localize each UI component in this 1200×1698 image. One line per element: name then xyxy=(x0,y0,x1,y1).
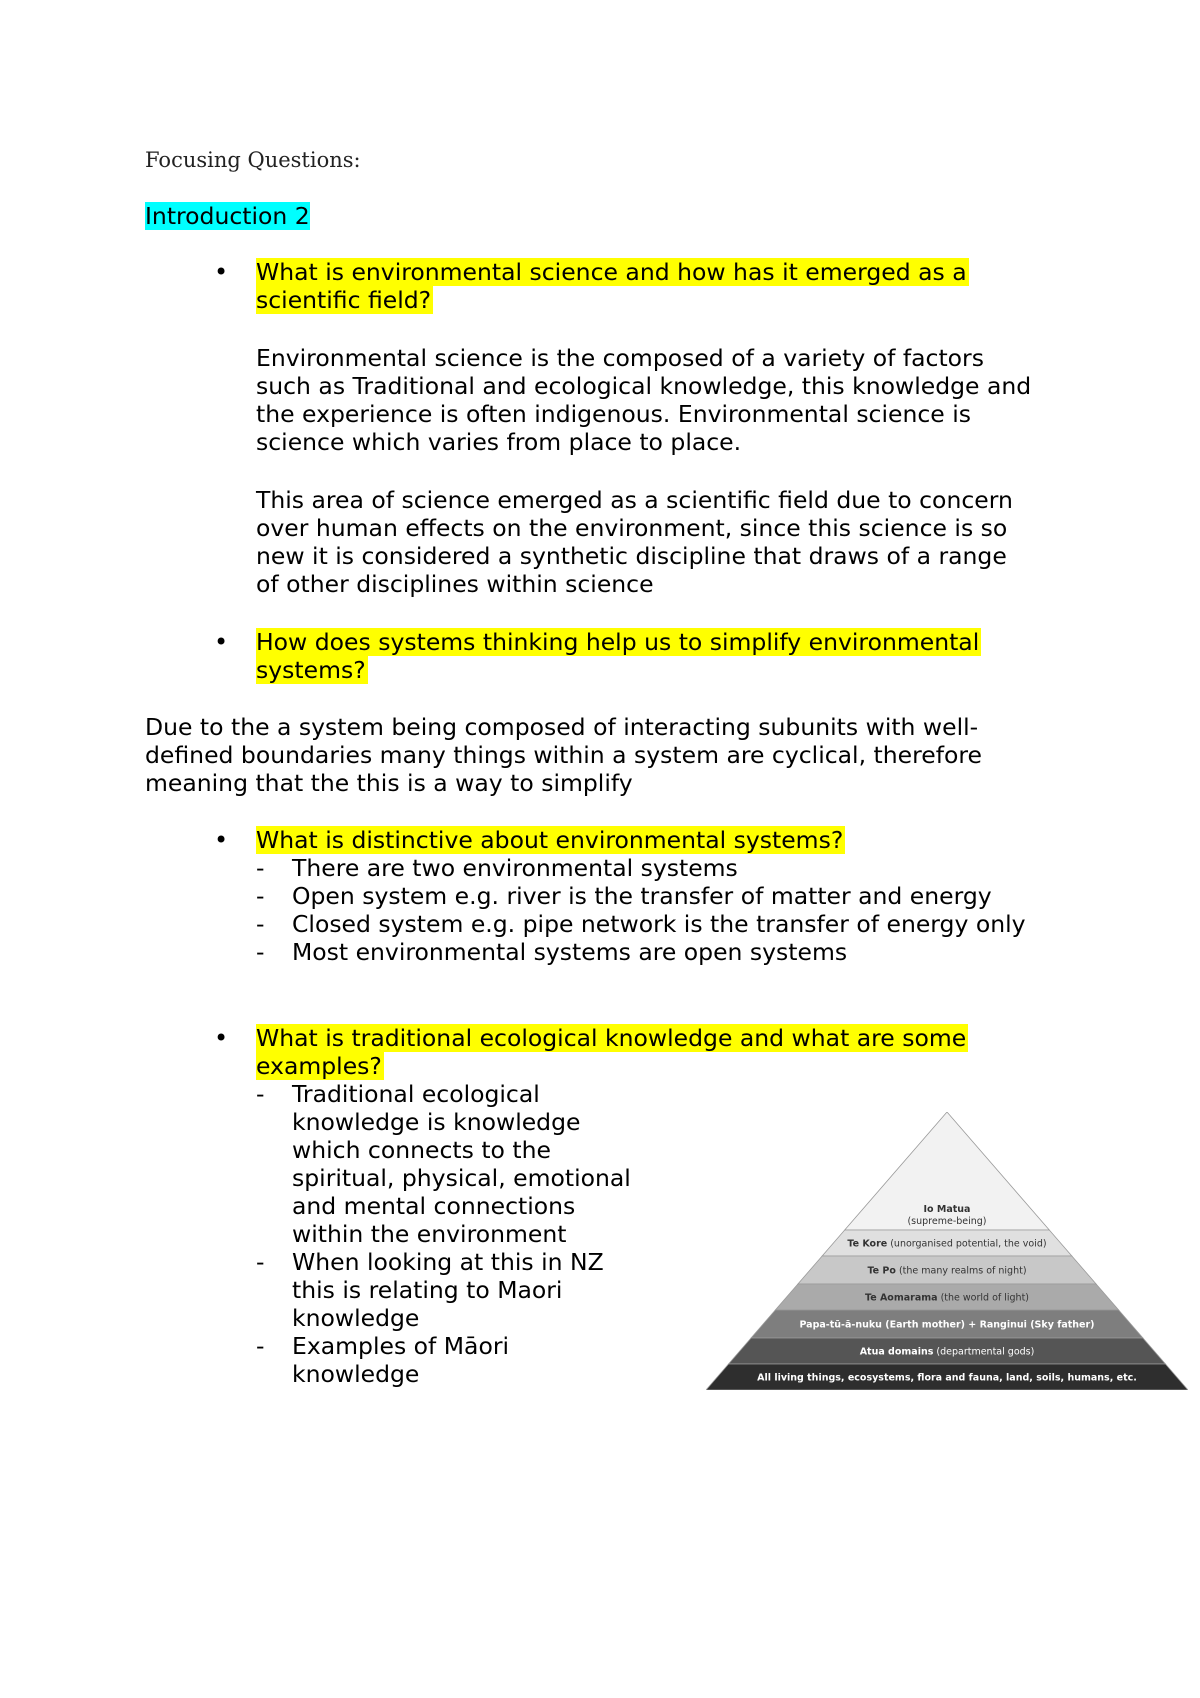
list-item: - Closed system e.g. pipe network is the transfer of energy only xyxy=(256,910,1026,938)
question-2-line-2: systems? xyxy=(256,656,366,684)
question-1-line-2: scientific field? xyxy=(256,286,432,314)
answer-1-paragraph-2 xyxy=(256,486,1076,598)
pyramid-level-label: Te Kore (unorganised potential, the void) xyxy=(847,1238,1047,1250)
answer-1-paragraph-1 xyxy=(256,344,1076,456)
pyramid-level-label: Te Aomarama (the world of light) xyxy=(864,1292,1030,1304)
pyramid-level-label: Te Po (the many realms of night) xyxy=(867,1265,1027,1277)
paragraph-line: Due to the a system being composed of interacting subunits with well- xyxy=(145,713,979,741)
paragraph-line: new it is considered a synthetic discipline that draws of a range xyxy=(256,542,1007,570)
list-item: - There are two environmental systems xyxy=(256,854,738,882)
dash-icon: - xyxy=(256,854,265,882)
maori-cosmology-pyramid xyxy=(706,1112,1188,1390)
paragraph-line: Environmental science is the composed of a variety of factors xyxy=(256,344,984,372)
list-item: - When looking at this in NZ this is relating to Maori knowledge xyxy=(256,1248,604,1332)
dash-icon: - xyxy=(256,910,265,938)
pyramid-level-label: Papa-tū-ā-nuku (Earth mother) + Ranginui (Sky father) xyxy=(799,1319,1095,1331)
bullet-icon: • xyxy=(214,1024,229,1052)
question-1 xyxy=(256,258,1016,314)
paragraph-line: over human effects on the environment, since this science is so xyxy=(256,514,1008,542)
section-title xyxy=(145,202,310,230)
question-3-line-1: What is distinctive about environmental systems? xyxy=(256,826,844,854)
question-4-line-2: examples? xyxy=(256,1052,382,1080)
paragraph-line: the experience is often indigenous. Environmental science is xyxy=(256,400,971,428)
pyramid-level-sublabel: (supreme-being) xyxy=(907,1216,987,1227)
paragraph-line: meaning that the this is a way to simplify xyxy=(145,769,633,797)
paragraph-line: This area of science emerged as a scientific field due to concern xyxy=(256,486,1013,514)
question-3 xyxy=(256,826,1016,854)
focusing-questions-heading: Focusing Questions: xyxy=(145,148,361,172)
paragraph-line: of other disciplines within science xyxy=(256,570,654,598)
question-4-list xyxy=(256,1080,631,1388)
paragraph-line: such as Traditional and ecological knowledge, this knowledge and xyxy=(256,372,1032,400)
list-item: - Examples of Māori knowledge xyxy=(256,1332,510,1388)
paragraph-line: defined boundaries many things within a system are cyclical, therefore xyxy=(145,741,982,769)
answer-2-paragraph xyxy=(145,713,1085,797)
dash-icon: - xyxy=(256,1080,265,1108)
list-item: - Open system e.g. river is the transfer of matter and energy xyxy=(256,882,992,910)
question-1-line-1: What is environmental science and how has it emerged as a xyxy=(256,258,967,286)
dash-icon: - xyxy=(256,882,265,910)
dash-icon: - xyxy=(256,1248,265,1276)
question-4-line-1: What is traditional ecological knowledge and what are some xyxy=(256,1024,967,1052)
section-title-text: Introduction 2 xyxy=(145,202,310,230)
pyramid-level-label: Atua domains (departmental gods) xyxy=(859,1346,1035,1358)
list-item: - Traditional ecological knowledge is knowledge which connects to the spiritual, physical, emotional and mental connections within the environment xyxy=(256,1080,631,1248)
question-3-list xyxy=(256,854,1026,966)
bullet-icon: • xyxy=(214,258,229,286)
paragraph-line: science which varies from place to place. xyxy=(256,428,742,456)
question-2 xyxy=(256,628,1016,684)
bullet-icon: • xyxy=(214,628,229,656)
question-4 xyxy=(256,1024,1016,1080)
pyramid-level-label: All living things, ecosystems, flora and fauna, land, soils, humans, etc. xyxy=(757,1372,1137,1384)
bullet-icon: • xyxy=(214,826,229,854)
dash-icon: - xyxy=(256,1332,265,1360)
list-item: - Most environmental systems are open systems xyxy=(256,938,848,966)
dash-icon: - xyxy=(256,938,265,966)
question-2-line-1: How does systems thinking help us to simplify environmental xyxy=(256,628,980,656)
pyramid-level-label: Io Matua xyxy=(923,1204,971,1215)
